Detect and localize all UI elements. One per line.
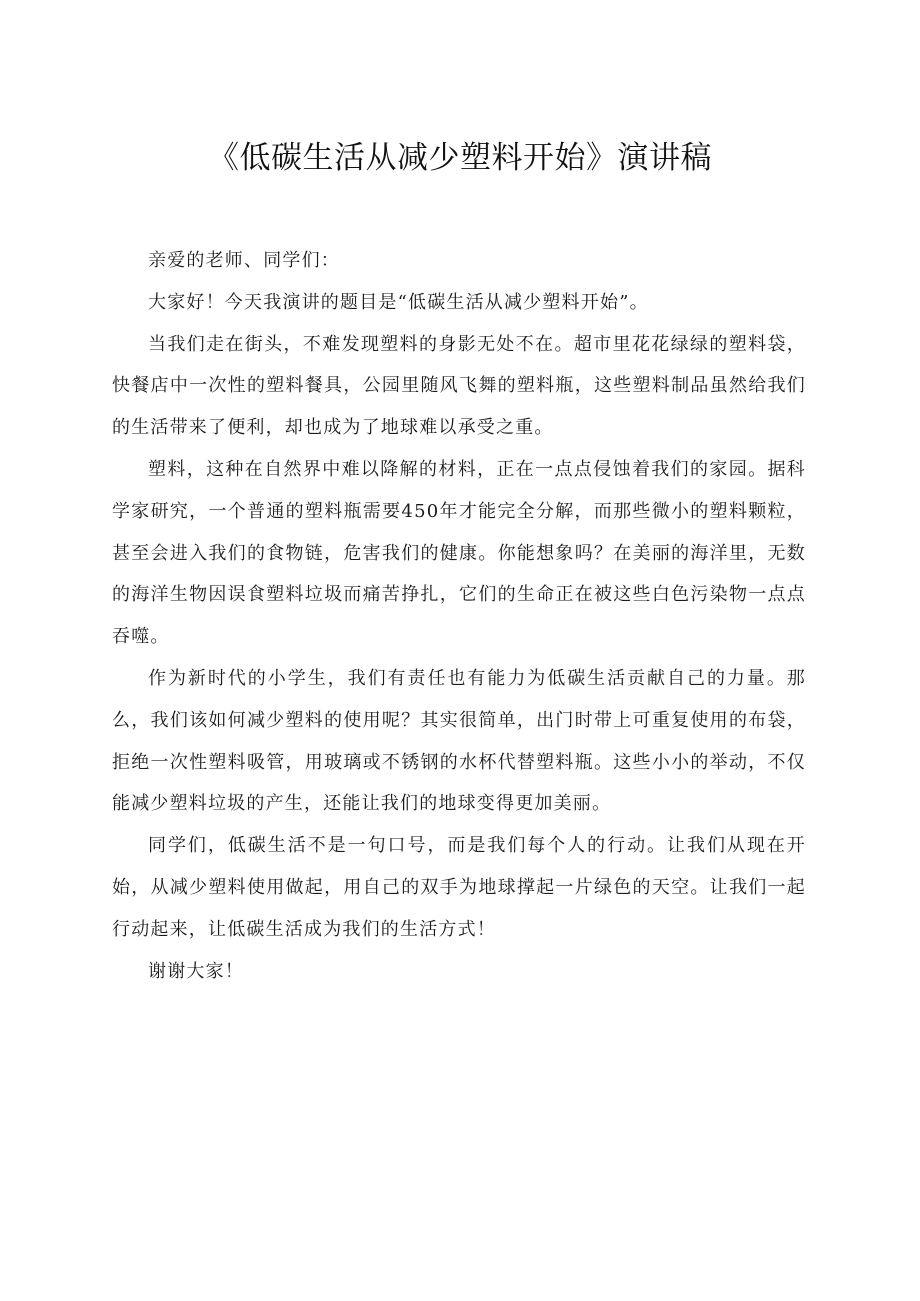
body-paragraph: 作为新时代的小学生，我们有责任也有能力为低碳生活贡献自己的力量。那么，我们该如何减少塑料的使用呢？其实很简单，出门时带上可重复使用的布袋，拒绝一次性塑料吸管，用玻璃或不锈钢的水杯代替塑料瓶。这些小小的举动，不仅能减少塑料垃圾的产生，还能让我们的地球变得更加美丽。 bbox=[112, 667, 806, 815]
salutation-paragraph: 亲爱的老师、同学们： bbox=[148, 250, 340, 271]
body-paragraph: 同学们，低碳生活不是一句口号，而是我们每个人的行动。让我们从现在开始，从减少塑料使用做起，用自己的双手为地球撑起一片绿色的天空。让我们一起行动起来，让低碳生活成为我们的生活方式！ bbox=[112, 835, 806, 940]
document-title: 《低碳生活从减少塑料开始》演讲稿 bbox=[208, 140, 712, 176]
speech-body bbox=[112, 240, 806, 992]
body-paragraph: 塑料，这种在自然界中难以降解的材料，正在一点点侵蚀着我们的家园。据科学家研究，一个普通的塑料瓶需要450年才能完全分解，而那些微小的塑料颗粒，甚至会进入我们的食物链，危害我们的健康。你能想象吗？在美丽的海洋里，无数的海洋生物因误食塑料垃圾而痛苦挣扎，它们的生命正在被这些白色污染物一点点吞噬。 bbox=[112, 458, 806, 648]
closing-paragraph: 谢谢大家！ bbox=[148, 960, 244, 982]
greeting-paragraph: 大家好！今天我演讲的题目是“低碳生活从减少塑料开始”。 bbox=[148, 291, 649, 313]
body-paragraph: 当我们走在街头，不难发现塑料的身影无处不在。超市里花花绿绿的塑料袋，快餐店中一次性的塑料餐具，公园里随风飞舞的塑料瓶，这些塑料制品虽然给我们的生活带来了便利，却也成为了地球难以承受之重。 bbox=[112, 333, 806, 439]
